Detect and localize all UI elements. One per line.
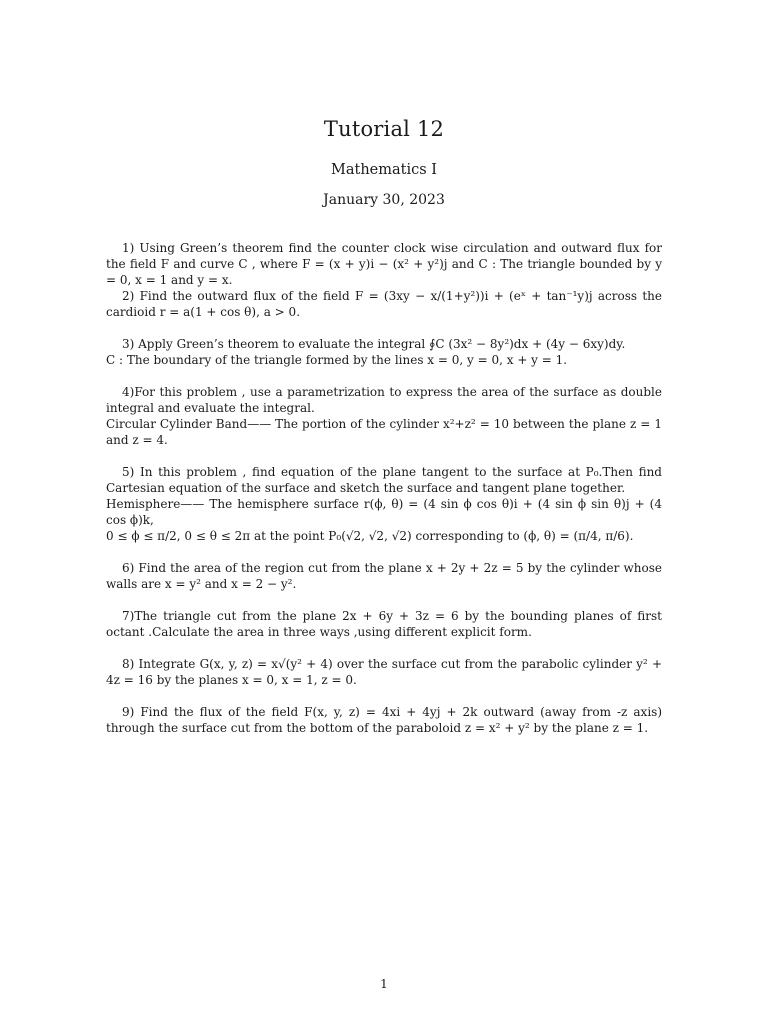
problem-text: 3) Apply Green’s theorem to evaluate the integral ∮C (3x² − 8y²)dx + (4y − 6xy)dy.: [122, 337, 626, 351]
problem-5: [106, 464, 662, 544]
problem-text: 5) In this problem , find equation of the plane tangent to the surface at P₀.Then find Cartesian equation of the surface and sketch the surface and tangent plane together.: [106, 465, 662, 495]
problem-text: 0 ≤ ϕ ≤ π/2, 0 ≤ θ ≤ 2π at the point P₀(√2, √2, √2) corresponding to (ϕ, θ) = (π/4, π/6).: [106, 529, 634, 543]
problem-text: 2) Find the outward flux of the field F = (3xy − x/(1+y²))i + (eˣ + tan⁻¹y)j across the cardioid r = a(1 + cos θ), a > 0.: [106, 289, 662, 319]
problem-text: 4)For this problem , use a parametrization to express the area of the surface as double integral and evaluate the integral.: [106, 385, 662, 415]
problem-list: [106, 240, 662, 736]
page-number: 1: [380, 977, 388, 991]
problem-text: C : The boundary of the triangle formed by the lines x = 0, y = 0, x + y = 1.: [106, 353, 568, 367]
problem-9: [106, 704, 662, 736]
problem-text: 1) Using Green’s theorem find the counter clock wise circulation and outward flux for the field F and curve C , where F = (x + y)i − (x² + y²)j and C : The triangle bounded by y = 0, x = 1 and y = x.: [106, 241, 662, 287]
document-subtitle: Mathematics I: [331, 162, 437, 178]
problem-text: 7)The triangle cut from the plane 2x + 6y + 3z = 6 by the bounding planes of first octant .Calculate the area in three ways ,using different explicit form.: [106, 609, 662, 639]
problem-8: [106, 656, 662, 688]
problem-1: [106, 240, 662, 288]
problem-6: [106, 560, 662, 592]
problem-7: [106, 608, 662, 640]
problem-text: Circular Cylinder Band—— The portion of the cylinder x²+z² = 10 between the plane z = 1 and z = 4.: [106, 417, 662, 447]
problem-2: [106, 288, 662, 320]
problem-text: 8) Integrate G(x, y, z) = x√(y² + 4) over the surface cut from the parabolic cylinder y² + 4z = 16 by the planes x = 0, x = 1, z = 0.: [106, 657, 662, 687]
problem-text: 9) Find the flux of the field F(x, y, z) = 4xi + 4yj + 2k outward (away from -z axis) through the surface cut from the bottom of the paraboloid z = x² + y² by the plane z = 1.: [106, 705, 662, 735]
document-date: January 30, 2023: [323, 192, 445, 208]
problem-3: [106, 336, 662, 368]
problem-4: [106, 384, 662, 448]
problem-text: 6) Find the area of the region cut from the plane x + 2y + 2z = 5 by the cylinder whose walls are x = y² and x = 2 − y².: [106, 561, 662, 591]
problem-text: Hemisphere—— The hemisphere surface r(ϕ, θ) = (4 sin ϕ cos θ)i + (4 sin ϕ sin θ)j + (4 cos ϕ)k,: [106, 497, 662, 527]
document-title: Tutorial 12: [323, 117, 445, 141]
